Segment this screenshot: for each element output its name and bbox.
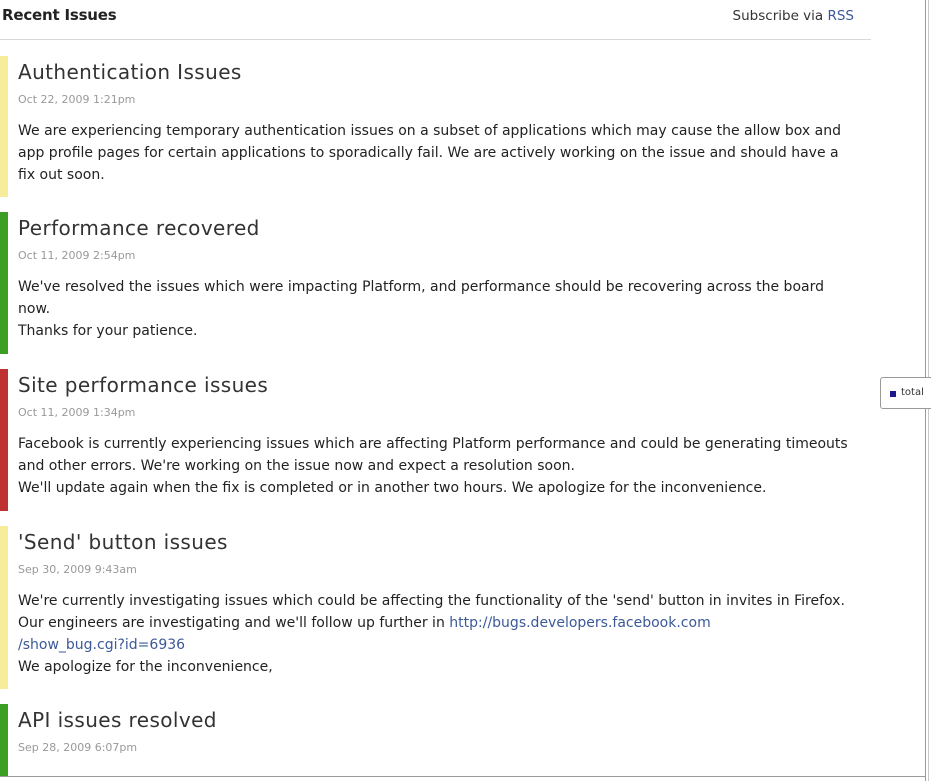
window-border-bottom [0,776,926,777]
issue-item [0,56,870,197]
issue-body [18,120,864,186]
issue-title: Authentication Issues [18,60,242,84]
issue-title: Site performance issues [18,373,269,397]
issue-body-line: now. [18,301,51,317]
issue-body-line: We are experiencing temporary authentication issues on a subset of applications which may cause the allow box and [18,123,841,139]
status-bar-yellow [0,56,8,197]
bug-tracker-link-continued[interactable]: /show_bug.cgi?id=6936 [18,637,186,653]
issue-body-line [18,634,864,656]
issue-body-line: We'll update again when the fix is completed or in another two hours. We apologize for the inconvenience. [18,480,767,496]
bug-tracker-link[interactable]: http://bugs.developers.facebook.com [449,615,711,631]
status-bar-green [0,704,8,776]
status-bar-yellow [0,526,8,689]
issue-body [18,433,864,499]
issue-body-line [18,612,864,634]
issue-date: Oct 11, 2009 1:34pm [18,406,136,419]
issue-item [0,212,870,354]
issue-title: Performance recovered [18,216,260,240]
issue-body-line: fix out soon. [18,167,105,183]
issue-body-line: Thanks for your patience. [18,323,198,339]
issue-body-line: and other errors. We're working on the issue now and expect a resolution soon. [18,458,575,474]
issue-body [18,590,864,678]
issue-item [0,369,870,511]
issue-item [0,526,870,689]
issue-body-line: Facebook is currently experiencing issues which are affecting Platform performance and could be generating timeouts [18,436,848,452]
issue-body-line: We're currently investigating issues which could be affecting the functionality of the 'send' button in invites in Firefox. [18,593,845,609]
issue-date: Oct 22, 2009 1:21pm [18,93,136,106]
issue-body-line: app profile pages for certain applications to sporadically fail. We are actively working on the issue and should have a [18,145,839,161]
status-bar-red [0,369,8,511]
issue-body-text: Our engineers are investigating and we'll follow up further in [18,615,450,631]
issue-body-line: We've resolved the issues which were impacting Platform, and performance should be recovering across the board [18,279,824,295]
subscribe-text [733,8,854,24]
issue-body [18,276,864,342]
issues-header [0,0,871,40]
subscribe-prefix: Subscribe via [732,8,828,24]
issue-title: 'Send' button issues [18,530,228,554]
issue-date: Oct 11, 2009 2:54pm [18,249,136,262]
page-title: Recent Issues [2,6,117,24]
rss-link[interactable]: RSS [827,8,854,24]
issue-date: Sep 28, 2009 6:07pm [18,741,138,754]
issue-title: API issues resolved [18,708,217,732]
legend-label: total [901,387,924,398]
issue-body-line: We apologize for the inconvenience, [18,659,273,675]
status-bar-green [0,212,8,354]
legend-widget [880,377,931,409]
legend-swatch-icon [890,391,896,397]
issue-item [0,704,870,776]
issue-date: Sep 30, 2009 9:43am [18,563,137,576]
